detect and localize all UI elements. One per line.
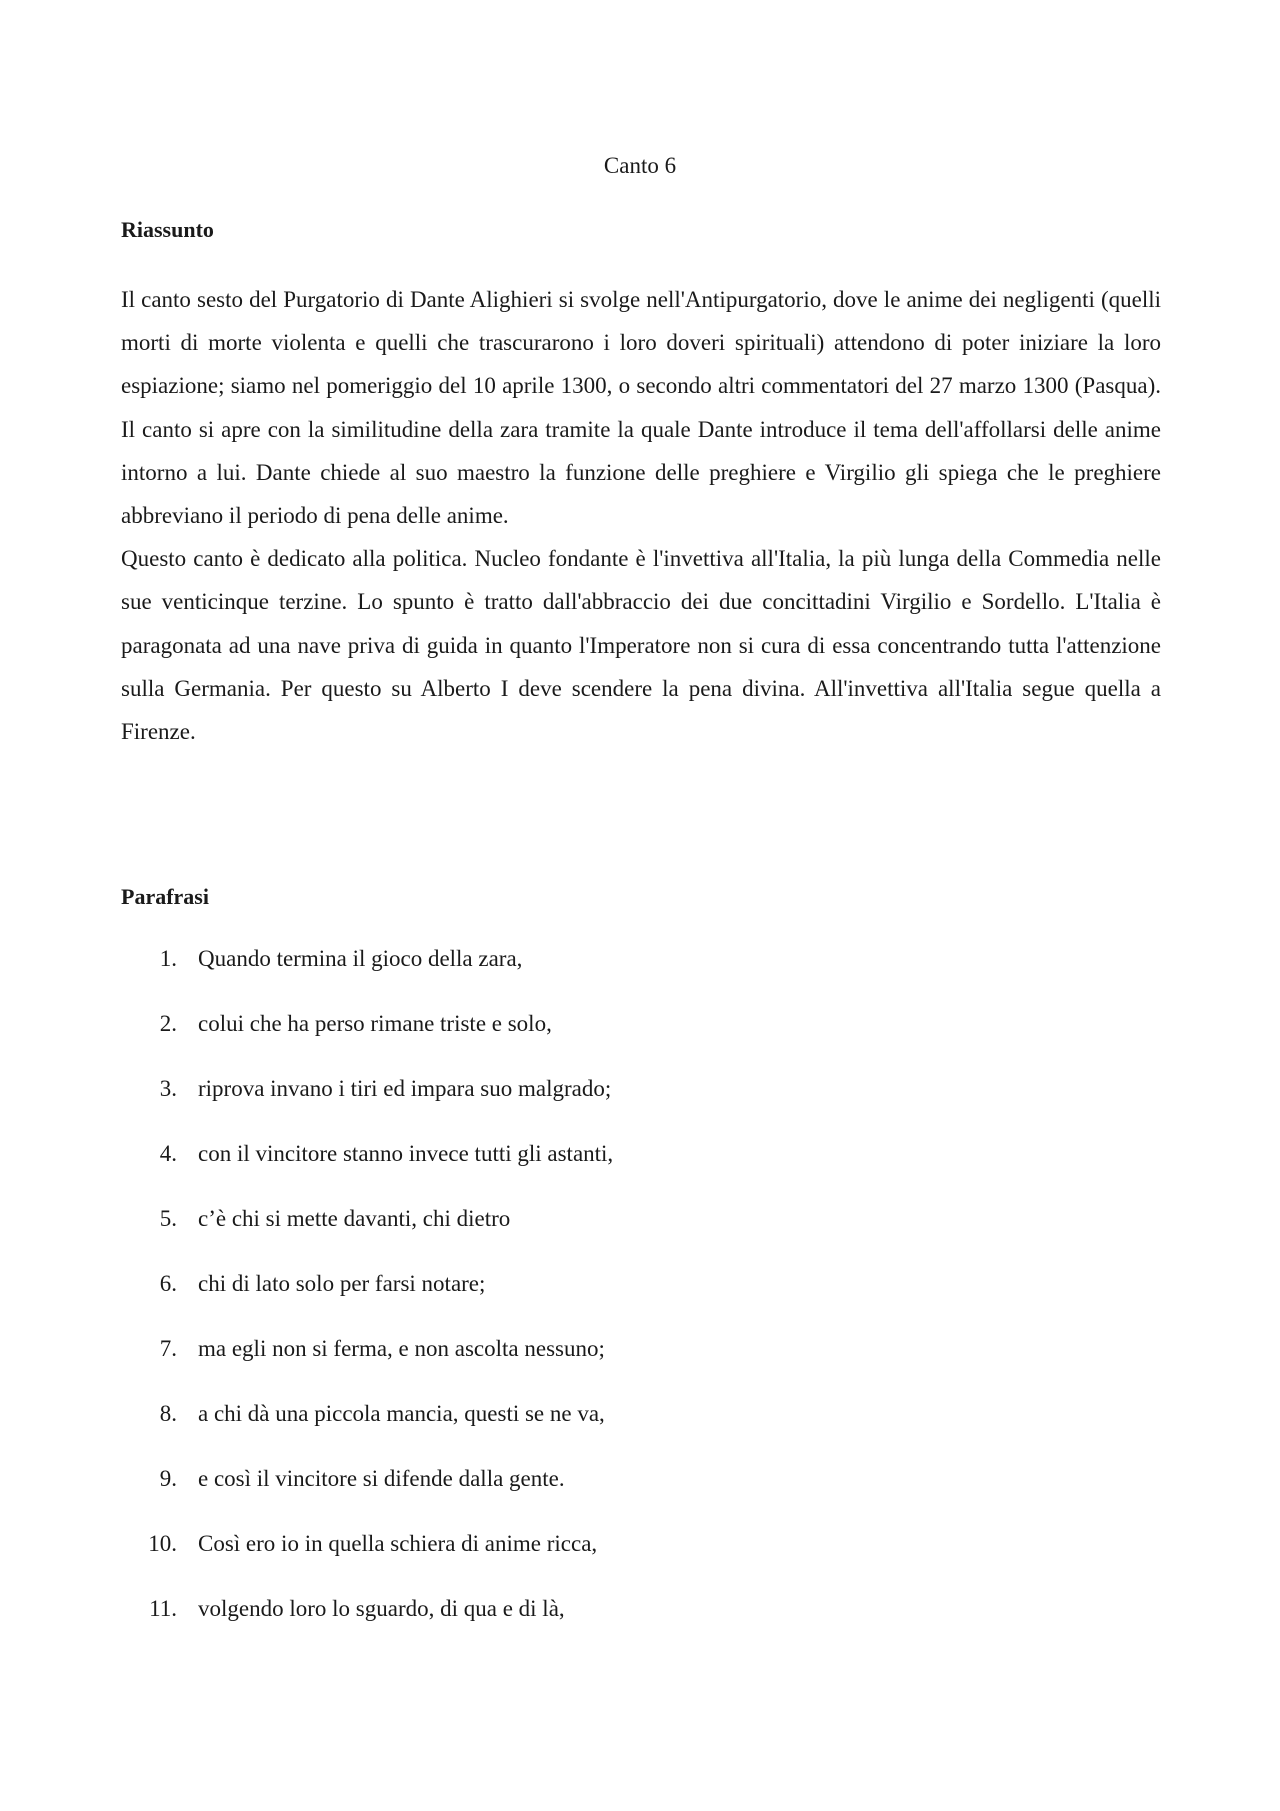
verse-number: 10. [148,1531,177,1556]
paraphrase-heading: Parafrasi [121,884,209,909]
verse-number: 2. [159,1011,177,1036]
verse-text: con il vincitore stanno invece tutti gli astanti, [198,1141,614,1166]
verse-item [121,1074,1161,1139]
verse-text: e così il vincitore si difende dalla gente. [198,1466,565,1491]
verse-number: 3. [159,1076,177,1101]
verse-text: riprova invano i tiri ed impara suo malgrado; [198,1076,612,1101]
verse-number: 1. [159,946,177,971]
verse-text: Così ero io in quella schiera di anime ricca, [198,1531,598,1556]
verse-text: Quando termina il gioco della zara, [198,946,523,971]
verse-text: ma egli non si ferma, e non ascolta nessuno; [198,1336,605,1361]
verse-text: a chi dà una piccola mancia, questi se ne va, [198,1401,605,1426]
summary-paragraph: Questo canto è dedicato alla politica. Nucleo fondante è l'invettiva all'Italia, la più lunga della Commedia nelle sue venticinque terzine. Lo spunto è tratto dall'abbraccio dei due concittadini Virgilio e Sordello. L'Italia è paragonata ad una nave priva di guida in quanto l'Imperatore non si cura di essa concentrando tutta l'attenzione sulla Germania. Per questo su Alberto I deve scendere la pena divina. All'invettiva all'Italia segue quella a Firenze. [121,546,1161,745]
verse-text: colui che ha perso rimane triste e solo, [198,1011,552,1036]
verse-text: volgendo loro lo sguardo, di qua e di là, [198,1596,565,1621]
summary-heading: Riassunto [121,217,214,242]
verse-number: 9. [159,1466,177,1491]
verse-text: chi di lato solo per farsi notare; [198,1271,486,1296]
verse-item [121,1139,1161,1204]
verse-item [121,1464,1161,1529]
verse-item [121,1009,1161,1074]
verse-number: 5. [159,1206,177,1231]
verse-item [121,1269,1161,1334]
verse-item [121,1594,1161,1659]
verse-list [121,944,1161,1659]
verse-item [121,1399,1161,1464]
verse-number: 8. [159,1401,177,1426]
verse-number: 7. [159,1336,177,1361]
page-title: Canto 6 [603,153,677,178]
summary-body [121,278,1161,753]
summary-paragraph: Il canto sesto del Purgatorio di Dante Alighieri si svolge nell'Antipurgatorio, dove le anime dei negligenti (quelli morti di morte violenta e quelli che trascurarono i loro doveri spirituali) attendono di poter iniziare la loro espiazione; siamo nel pomeriggio del 10 aprile 1300, o secondo altri commentatori del 27 marzo 1300 (Pasqua). Il canto si apre con la similitudine della zara tramite la quale Dante introduce il tema dell'affollarsi delle anime intorno a lui. Dante chiede al suo maestro la funzione delle preghiere e Virgilio gli spiega che le preghiere abbreviano il periodo di pena delle anime. [121,287,1161,529]
verse-item [121,1334,1161,1399]
verse-number: 11. [149,1596,177,1621]
verse-item [121,944,1161,1009]
verse-item [121,1204,1161,1269]
verse-text: c’è chi si mette davanti, chi dietro [198,1206,511,1231]
verse-number: 6. [159,1271,177,1296]
verse-number: 4. [159,1141,177,1166]
verse-item [121,1529,1161,1594]
